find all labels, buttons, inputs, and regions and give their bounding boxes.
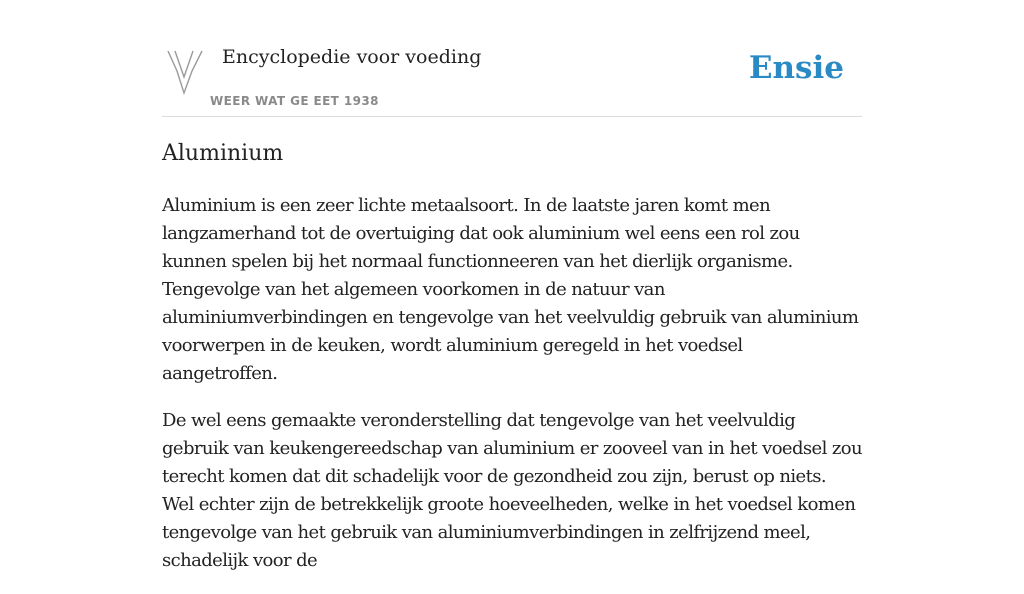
brand-logo[interactable]: Ensie <box>748 50 844 86</box>
site-subtitle: WEER WAT GE EET 1938 <box>210 94 379 108</box>
article-content <box>162 138 862 594</box>
article-paragraph: De wel eens gemaakte veronderstelling dat tengevolge van het veelvuldig gebruik van keukengereedschap van aluminium er zooveel van in het voedsel zou terecht komen dat dit schadelijk voor de gezondheid zou zijn, berust op niets. Wel echter zijn de betrekkelijk groote hoeveelheden, welke in het voedsel komen tengevolge van het gebruik van aluminiumverbindingen in zelfrijzend meel, schadelijk voor de <box>162 410 862 571</box>
v-logo-icon[interactable] <box>166 49 206 95</box>
article-title: Aluminium <box>162 141 284 166</box>
site-title[interactable]: Encyclopedie voor voeding <box>222 46 482 68</box>
site-header <box>162 40 862 117</box>
article-paragraph: Aluminium is een zeer lichte metaalsoort. In de laatste jaren komt men langzamerhand tot de overtuiging dat ook aluminium wel eens een rol zou kunnen spelen bij het normaal functionneeren van het dierlijk organisme. Tengevolge van het algemeen voorkomen in de natuur van aluminiumverbindingen en tengevolge van het veelvuldig gebruik van aluminium voorwerpen in de keuken, wordt aluminium geregeld in het voedsel aangetroffen. <box>162 195 859 384</box>
